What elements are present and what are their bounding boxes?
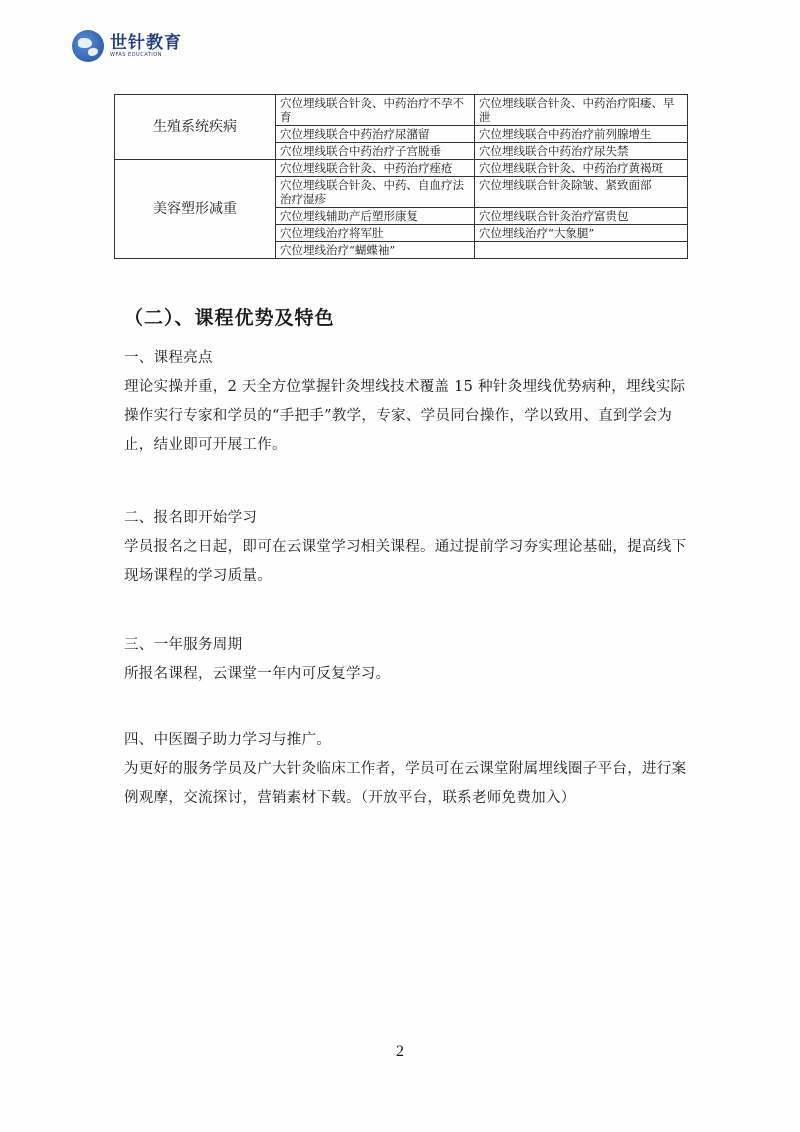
table-cell (475, 242, 688, 259)
table-cell: 穴位埋线联合中药治疗子宫脱垂 (276, 143, 475, 160)
table-row (115, 160, 688, 177)
table-cell: 穴位埋线联合针灸、中药、自血疗法治疗湿疹 (276, 177, 475, 208)
header-logo (72, 28, 182, 64)
item-body: 理论实操并重，2 天全方位掌握针灸埋线技术覆盖 15 种针灸埋线优势病种，埋线实际操作实行专家和学员的“手把手”教学，专家、学员同台操作，学以致用、直到学会为止，结业即可开展工作。 (124, 379, 686, 453)
category-cell: 生殖系统疾病 (115, 95, 276, 160)
table-cell: 穴位埋线联合中药治疗尿失禁 (475, 143, 688, 160)
globe-logo-icon (72, 30, 104, 62)
table-cell: 穴位埋线辅助产后塑形康复 (276, 208, 475, 225)
disease-table (114, 94, 688, 259)
table-cell: 穴位埋线联合中药治疗尿潴留 (276, 126, 475, 143)
item-heading: 二、报名即开始学习 (124, 510, 258, 526)
page-number: 2 (396, 1043, 404, 1060)
table-cell: 穴位埋线治疗“蝴蝶袖” (276, 242, 475, 259)
table-cell: 穴位埋线治疗将军肚 (276, 225, 475, 242)
table-cell: 穴位埋线联合针灸治疗富贵包 (475, 208, 688, 225)
item-body: 学员报名之日起，即可在云课堂学习相关课程。通过提前学习夯实理论基础，提高线下现场课程的学习质量。 (124, 539, 687, 584)
item-body: 为更好的服务学员及广大针灸临床工作者，学员可在云课堂附属埋线圈子平台，进行案例观摩，交流探讨，营销素材下载。（开放平台，联系老师免费加入） (124, 761, 687, 806)
item-heading: 一、课程亮点 (124, 350, 213, 366)
item-heading: 四、中医圈子助力学习与推广。 (124, 732, 332, 748)
table-cell: 穴位埋线联合中药治疗前列腺增生 (475, 126, 688, 143)
table-cell: 穴位埋线联合针灸、中药治疗痤疮 (276, 160, 475, 177)
table-cell: 穴位埋线联合针灸、中药治疗黄褐斑 (475, 160, 688, 177)
logo-english-text: WFAS EDUCATION (110, 51, 162, 58)
item-body: 所报名课程，云课堂一年内可反复学习。 (124, 666, 391, 682)
section-title: （二）、课程优势及特色 (124, 307, 335, 329)
category-cell: 美容塑形减重 (115, 160, 276, 259)
table-cell: 穴位埋线联合针灸、中药治疗阳痿、早泄 (475, 95, 688, 126)
logo-text (110, 34, 182, 59)
table-cell: 穴位埋线联合针灸除皱、紧致面部 (475, 177, 688, 208)
logo-chinese-text: 世针教育 (110, 32, 182, 53)
table-cell: 穴位埋线联合针灸、中药治疗不孕不育 (276, 95, 475, 126)
item-heading: 三、一年服务周期 (124, 637, 243, 653)
table-row (115, 95, 688, 126)
table-cell: 穴位埋线治疗“大象腿” (475, 225, 688, 242)
